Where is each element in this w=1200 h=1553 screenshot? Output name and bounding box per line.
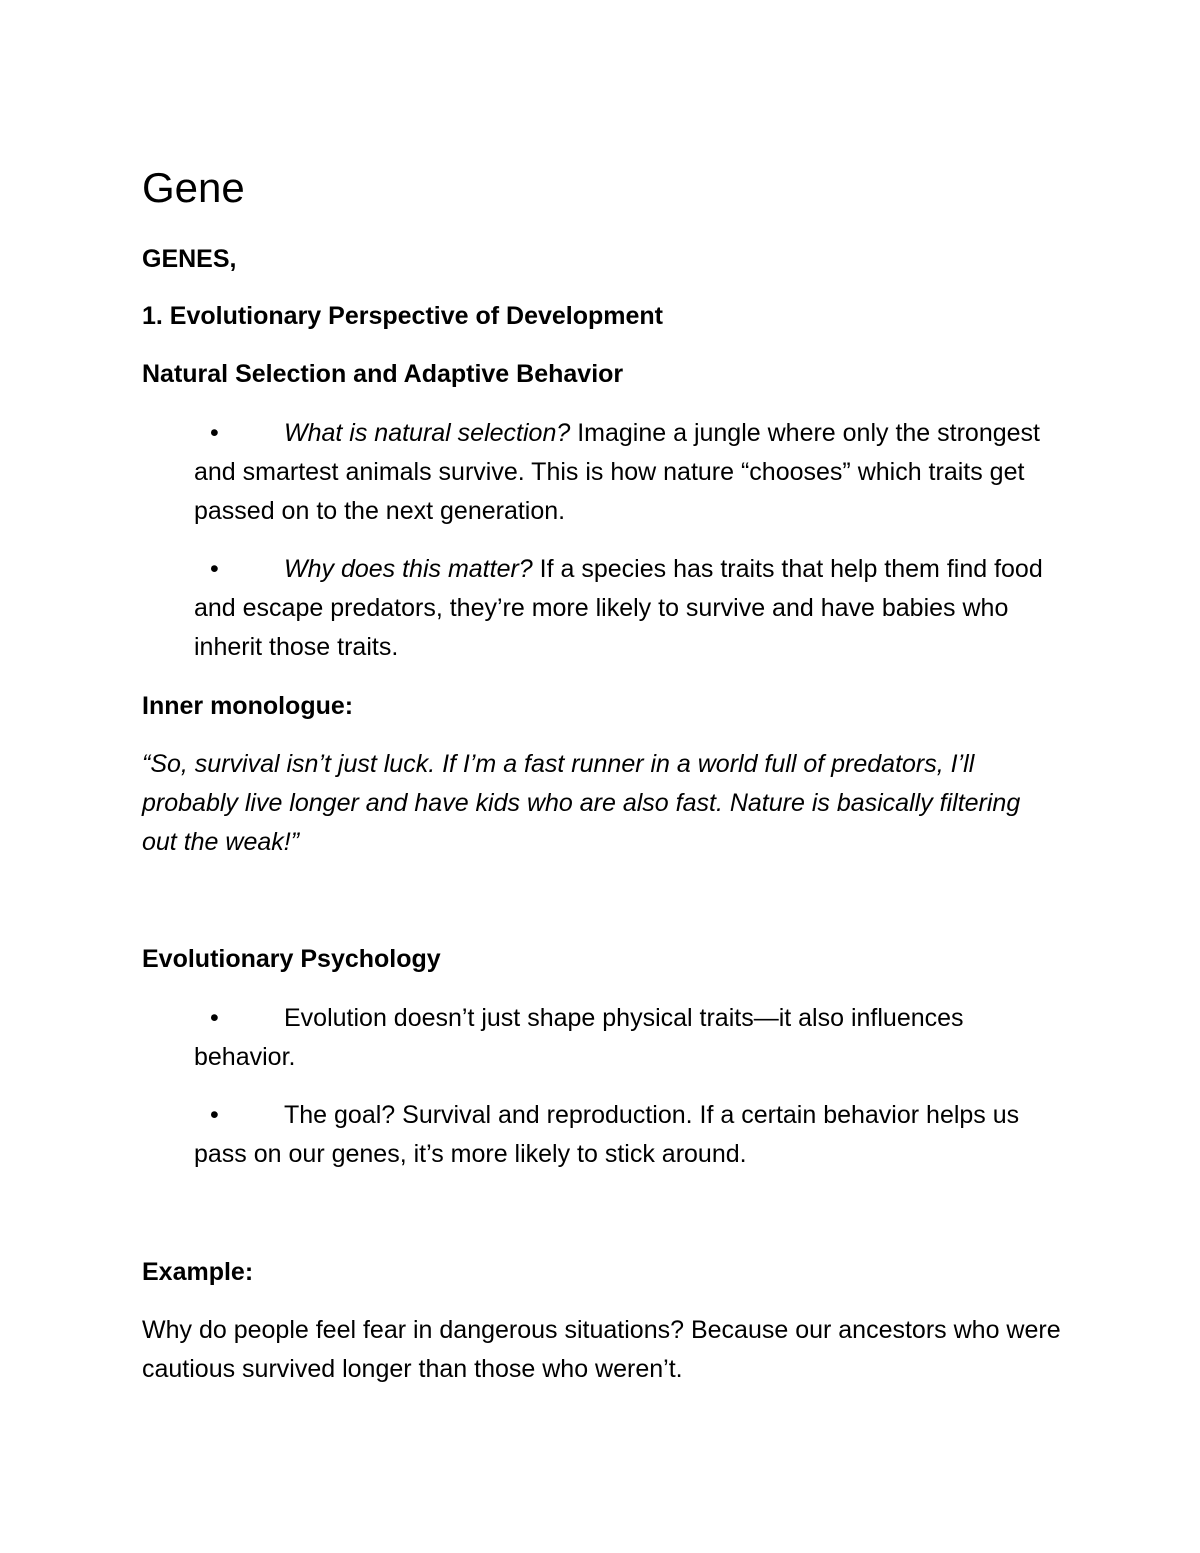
section-heading-evolutionary-perspective: 1. Evolutionary Perspective of Development: [142, 302, 663, 330]
example-label: Example:: [142, 1258, 254, 1286]
bullet-dot: •: [210, 555, 219, 583]
subsection-heading-natural-selection: Natural Selection and Adaptive Behavior: [142, 360, 624, 388]
bullet-dot: •: [210, 1004, 219, 1032]
subheading-genes: GENES,: [142, 245, 237, 273]
bullet-text: The goal? Survival and reproduction. If a certain behavior helps us pass on our genes, it’s more likely to stick around.: [194, 1101, 1020, 1168]
example-text: Why do people feel fear in dangerous situations? Because our ancestors who were cautious survived longer than those who weren’t.: [142, 1316, 1061, 1383]
bullet-why-matter: [194, 550, 1074, 667]
bullet-goal: [194, 1096, 1074, 1174]
inner-monologue-label: Inner monologue:: [142, 692, 354, 720]
bullet-evolution-behavior: [194, 999, 1054, 1077]
bullet-text: Evolution doesn’t just shape physical traits—it also influences behavior.: [194, 1004, 964, 1071]
section-heading-evolutionary-psychology: Evolutionary Psychology: [142, 945, 441, 973]
bullet-question: What is natural selection?: [284, 419, 571, 447]
bullet-dot: •: [210, 1101, 219, 1129]
document-title: Gene: [142, 164, 245, 211]
bullet-question: Why does this matter?: [284, 555, 533, 583]
inner-monologue-quote: “So, survival isn’t just luck. If I’m a fast runner in a world full of predators, I’ll probably live longer and have kids who are also fast. Nature is basically filtering out the weak!”: [142, 750, 1021, 856]
bullet-text: Imagine a jungle where only the strongest and smartest animals survive. This is how nature “chooses” which traits get passed on to the next generation.: [194, 419, 1040, 525]
bullet-natural-selection: [194, 414, 1074, 531]
bullet-text: If a species has traits that help them find food and escape predators, they’re more likely to survive and have babies who inherit those traits.: [194, 555, 1043, 661]
bullet-dot: •: [210, 419, 219, 447]
